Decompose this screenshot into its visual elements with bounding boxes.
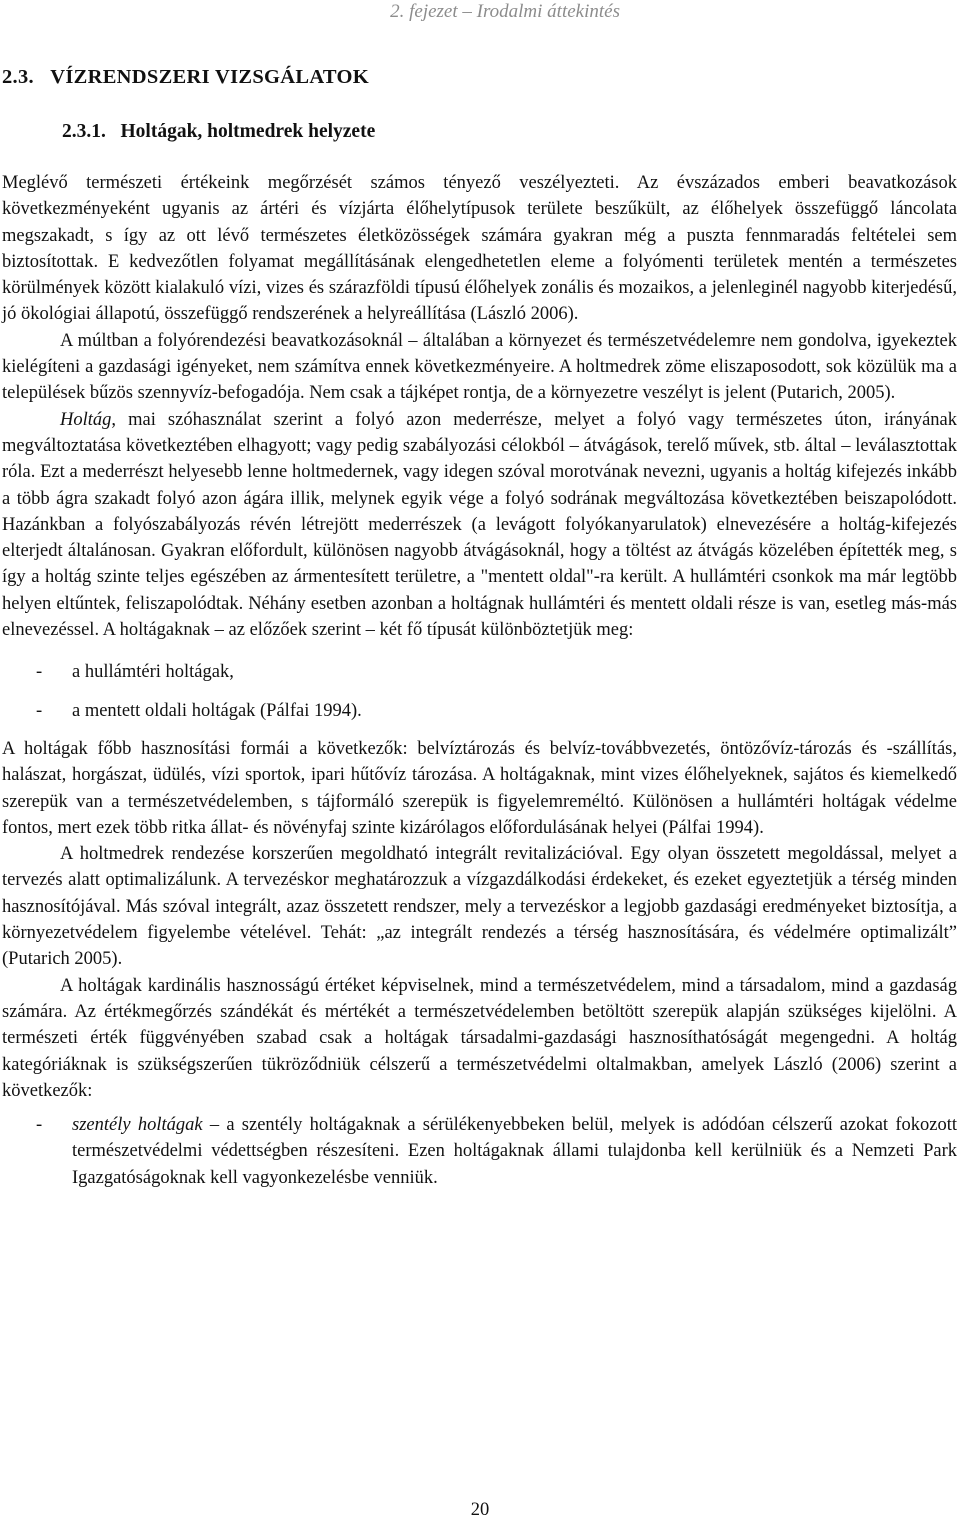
dash-bullet: - — [36, 1115, 43, 1136]
section-title — [2, 66, 369, 89]
body-text — [2, 170, 957, 1191]
running-header: 2. fejezet – Irodalmi áttekintés — [390, 1, 620, 22]
paragraph-2: A múltban a folyórendezési beavatkozásoknál – általában a környezet és természetvédelemre nem gondolva, igyekeztek kielégíteni a gazdasági igényeket, nem számítva ennek következményeire. A holtmedrek zöme eliszaposodott, sok közülük ma a települések bűzös szennyvíz-befogadója. Nem csak a tájképet rontja, de a környezetre veszélyt is jelent (Putarich, 2005). — [2, 330, 957, 404]
paragraph-1: Meglévő természeti értékeink megőrzését számos tényező veszélyezteti. Az évszázados emberi beavatkozások következményeként ugyanis az ártéri és vízjárta élőhelytípusok területe beszűkült, az élőhelyek összefüggő láncolata megszakadt, s így az ott lévő természetes életközösségek számára gyakran még a puszta fennmaradás feltételei sem biztosítottak. E kedvezőtlen folyamat megállításának elengedhetetlen eleme a folyómenti területek mentén a természetes körülmények között kialakuló vízi, vizes és szárazföldi típusú élőhelyek zonális és mozaikos, a jelenleginél nagyobb kiterjedésű, jó ökológiai állapotú, összefüggő rendszerének a helyreállítása (László 2006). — [2, 173, 957, 325]
protection-categories-list — [2, 1112, 957, 1191]
page-number: 20 — [470, 1500, 490, 1520]
dash-bullet: - — [36, 700, 43, 721]
section-title-text: VÍZRENDSZERI VIZSGÁLATOK — [50, 66, 370, 88]
paragraph-3-text: , mai szóhasználat szerint a folyó azon mederrésze, melyet a folyó vagy természetes úton, irányának megváltoztatása következtében elhagyott; vagy pedig szabályozási célokból – átvágások, terelő művek, stb. által – leválasztottak róla. Ezt a mederrészt helyesebb lenne holtmedernek, vagy idegen szóval morotvának nevezni, ugyanis a holtág kifejezés inkább a több ágra szakadt folyó azon ágára illik, melynek egyik vége a folyó sodrának megváltozása következtében beiszapolódott. Hazánkban a folyószabályozás révén létrejött mederrészek (a levágott folyókanyarulatok) elnevezésére a holtág-kifejezés elterjedt általánosan. Gyakran előfordult, különösen nagyobb átvágásoknál, hogy a töltést az átvágás közelében építették meg, s így a holtág szinte teljes egészében az ármentesített területre, a "mentett oldal"-ra került. A hullámtéri csonkok ma már legtöbb helyen eltűntek, feliszapolódtak. Néhány esetben azonban a holtágnak hullámtéri és mentett oldali része is van, esetleg más-más elnevezéssel. A holtágaknak – az előzőek szerint – két fő típusát különböztetjük meg: — [2, 409, 957, 641]
subsection-title-text: Holtágak, holtmedrek helyzete — [120, 121, 376, 142]
subsection-number: 2.3.1. — [62, 121, 106, 142]
paragraph-6: A holtágak kardinális hasznosságú értéket képviselnek, mind a természetvédelem, mind a társadalom, mind a gazdaság számára. Az értékmegőrzés szándékát és mértékét a természetvédelemben betöltött szerepük alapján szükséges kijelölni. A természeti érték függvényében szabad csak a holtágak társadalmi-gazdasági hasznosíthatóságát megengedni. A holtág kategóriáknak is szükségszerűen tükröződniük célszerű a természetvédelmi oltalmakban, amelyek László (2006) szerint a következők: — [2, 975, 957, 1101]
term-szentely-holtagak: szentély holtágak — [72, 1115, 203, 1136]
list-item-text: – a szentély holtágaknak a sérülékenyebbeken belül, melyek is adódóan célszerű azokat fokozott természetvédelmi védettségben részesíteni. Ezen holtágaknak állami tulajdonba kell kerülniük és a Nemzeti Park Igazgatóságoknak kell vagyonkezelésbe venniük. — [72, 1115, 957, 1188]
dash-bullet: - — [36, 662, 43, 683]
list-item — [2, 1112, 957, 1191]
subsection-title — [62, 121, 375, 143]
holtag-types-list — [2, 659, 957, 724]
list-item-text: a hullámtéri holtágak, — [72, 662, 234, 683]
section-number: 2.3. — [2, 66, 34, 88]
term-holtag: Holtág — [60, 409, 112, 430]
paragraph-4: A holtágak főbb hasznosítási formái a következők: belvíztározás és belvíz-továbbvezetés, öntözővíz-tározás és -szállítás, halászat, horgászat, üdülés, vízi sportok, ipari hűtővíz tározása. A holtágaknak, mint vizes élőhelyeknek, sajátos és kiemelkedő szerepük van a természetvédelemben, s tájformáló szerepük is figyelemreméltó. Különösen a hullámtéri holtágak védelme fontos, mert ezek több ritka állat- és növényfaj szinte kizárólagos előfordulásának helyei (Pálfai 1994). — [2, 738, 957, 838]
list-item — [2, 698, 957, 724]
list-item — [2, 659, 957, 685]
list-item-text: a mentett oldali holtágak (Pálfai 1994). — [72, 700, 362, 721]
paragraph-3 — [2, 407, 957, 644]
paragraph-5: A holtmedrek rendezése korszerűen megoldható integrált revitalizációval. Egy olyan összetett megoldással, melyet a tervezés alatt optimalizálunk. A tervezéskor meghatározzuk a vízgazdálkodási érdekeket, és ezeket egyeztetjük a térség minden hasznosítójával. Más szóval integrált, azaz összetett rendszer, mely a tervezéskor a legjobb gazdasági eredményeket biztosítja, a környezetvédelem figyelembe vételével. Tehát: „az integrált rendezés a térség hasznosítására, és védelmére optimalizált” (Putarich 2005). — [2, 844, 957, 970]
